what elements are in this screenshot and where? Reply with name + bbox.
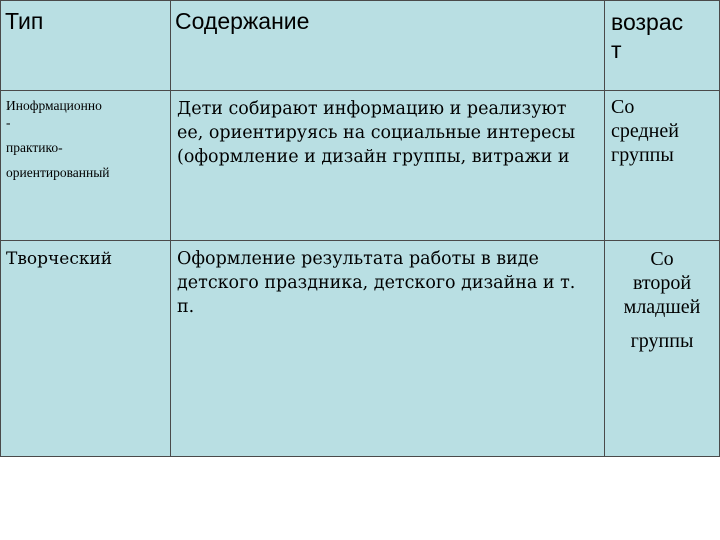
age-cell [605,91,720,241]
age-text [605,91,719,167]
age-line: средней [611,120,679,142]
age-text [605,241,719,353]
type-cell [1,91,171,241]
header-age-line-1: возрас [611,9,684,35]
age-line: группы [611,144,674,166]
content-cell [171,91,605,241]
content-text: Дети собирают информацию и реализуют ее, ориентируясь на социальные интересы (оформление и дизайн группы, витражи и [177,99,576,167]
header-type-label: Тип [5,8,44,34]
type-label-creative: Творческий [6,249,113,269]
age-cell [605,241,720,457]
type-line: ориентированный [6,165,110,180]
table-header-row [1,1,720,91]
content-cell [171,241,605,457]
header-age-label [605,1,719,64]
type-line: Инофрмационно [6,98,102,113]
age-line: группы [630,330,694,352]
type-label-informational [1,91,170,181]
type-cell [1,241,171,457]
header-cell-age [605,1,720,91]
age-line: Со [650,248,674,270]
header-age-line-2: т [611,37,622,63]
type-line: - [6,115,11,130]
table-row [1,91,720,241]
age-line: младшей [623,296,701,318]
table-row [1,241,720,457]
age-line: второй [632,272,692,294]
header-cell-type [1,1,171,91]
type-line: практико- [6,140,63,155]
content-text: Оформление результата работы в виде детского праздника, детского дизайна и т. п. [177,249,576,317]
header-cell-content [171,1,605,91]
header-content-label: Содержание [175,8,310,34]
age-line: Со [611,96,635,118]
